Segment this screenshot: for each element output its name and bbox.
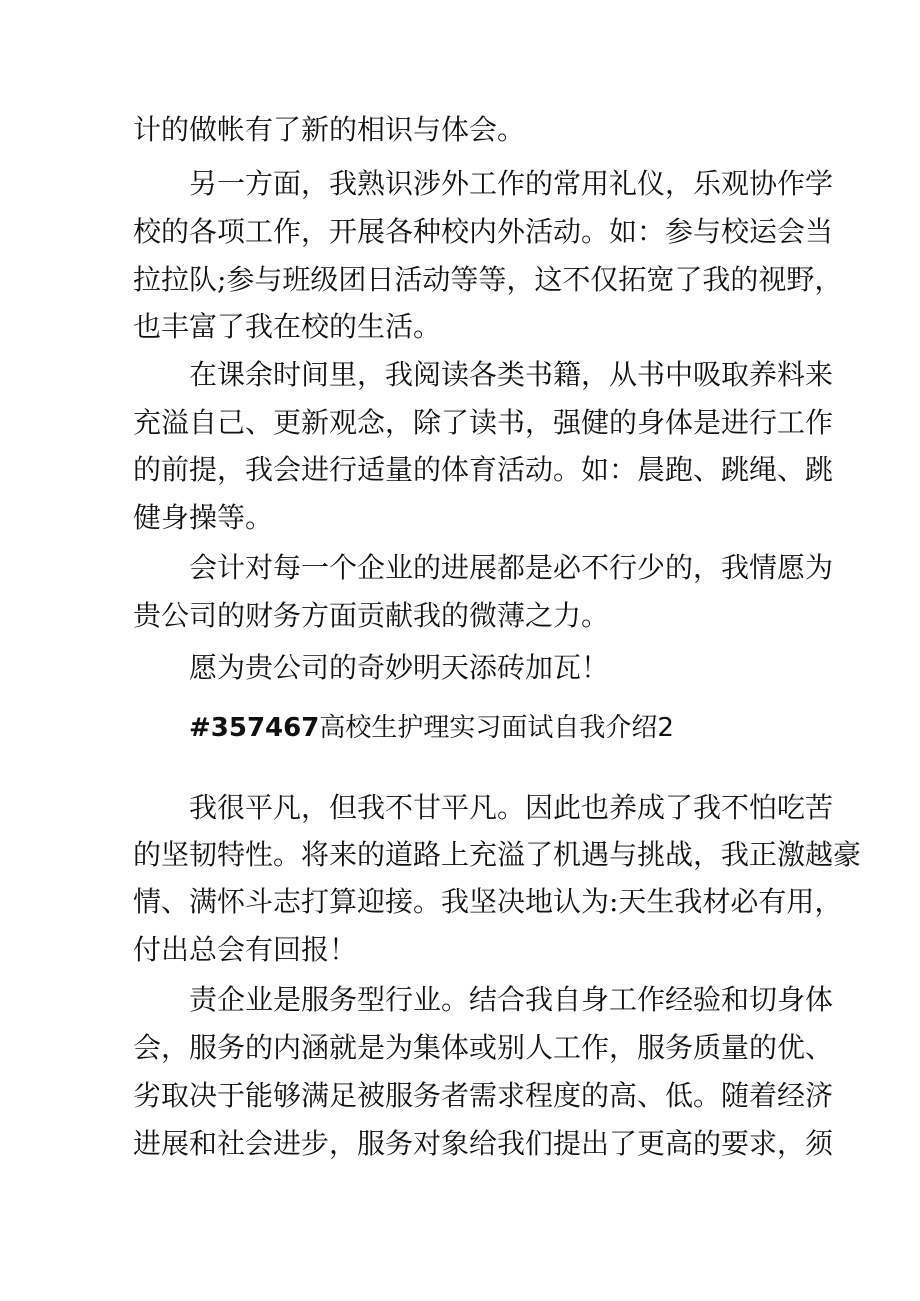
paragraph-line: 付出总会有回报！: [133, 933, 358, 966]
heading-title: 高校生护理实习面试自我介绍2: [319, 713, 674, 743]
paragraph-line: 会，服务的内涵就是为集体或别人工作，服务质量的优、: [133, 1031, 834, 1064]
paragraph-line: 劣取决于能够满足被服务者需求程度的高、低。随着经济: [133, 1079, 834, 1112]
paragraph-line: 我很平凡，但我不甘平凡。因此也养成了我不怕吃苦: [189, 791, 834, 824]
paragraph-line: 的前提，我会进行适量的体育活动。如：晨跑、跳绳、跳: [133, 453, 834, 486]
paragraph-line: 愿为贵公司的奇妙明天添砖加瓦！: [189, 651, 610, 684]
paragraph-line: 校的各项工作，开展各种校内外活动。如：参与校运会当: [133, 215, 834, 248]
heading-number: #357467: [189, 713, 320, 743]
section-heading: [189, 708, 674, 748]
paragraph-line: 责企业是服务型行业。结合我自身工作经验和切身体: [189, 983, 834, 1016]
paragraph-line: 情、满怀斗志打算迎接。我坚决地认为:天生我材必有用，: [133, 885, 843, 918]
paragraph-line: 计的做帐有了新的相识与体会。: [133, 113, 526, 146]
paragraph-line: 在课余时间里，我阅读各类书籍，从书中吸取养料来: [189, 358, 834, 391]
paragraph-line: 另一方面，我熟识涉外工作的常用礼仪，乐观协作学: [189, 167, 834, 200]
paragraph-line: 会计对每一个企业的进展都是必不行少的，我情愿为: [189, 551, 834, 584]
paragraph-line: 健身操等。: [133, 501, 274, 534]
paragraph-line: 进展和社会进步，服务对象给我们提出了更高的要求，须: [133, 1127, 834, 1160]
paragraph-line: 的坚韧特性。将来的道路上充溢了机遇与挑战，我正激越豪: [133, 838, 862, 871]
paragraph-line: 也丰富了我在校的生活。: [133, 310, 442, 343]
paragraph-line: 贵公司的财务方面贡献我的微薄之力。: [133, 599, 610, 632]
paragraph-line: 充溢自己、更新观念，除了读书，强健的身体是进行工作: [133, 406, 834, 439]
paragraph-line: 拉拉队;参与班级团日活动等等，这不仅拓宽了我的视野，: [133, 263, 843, 296]
